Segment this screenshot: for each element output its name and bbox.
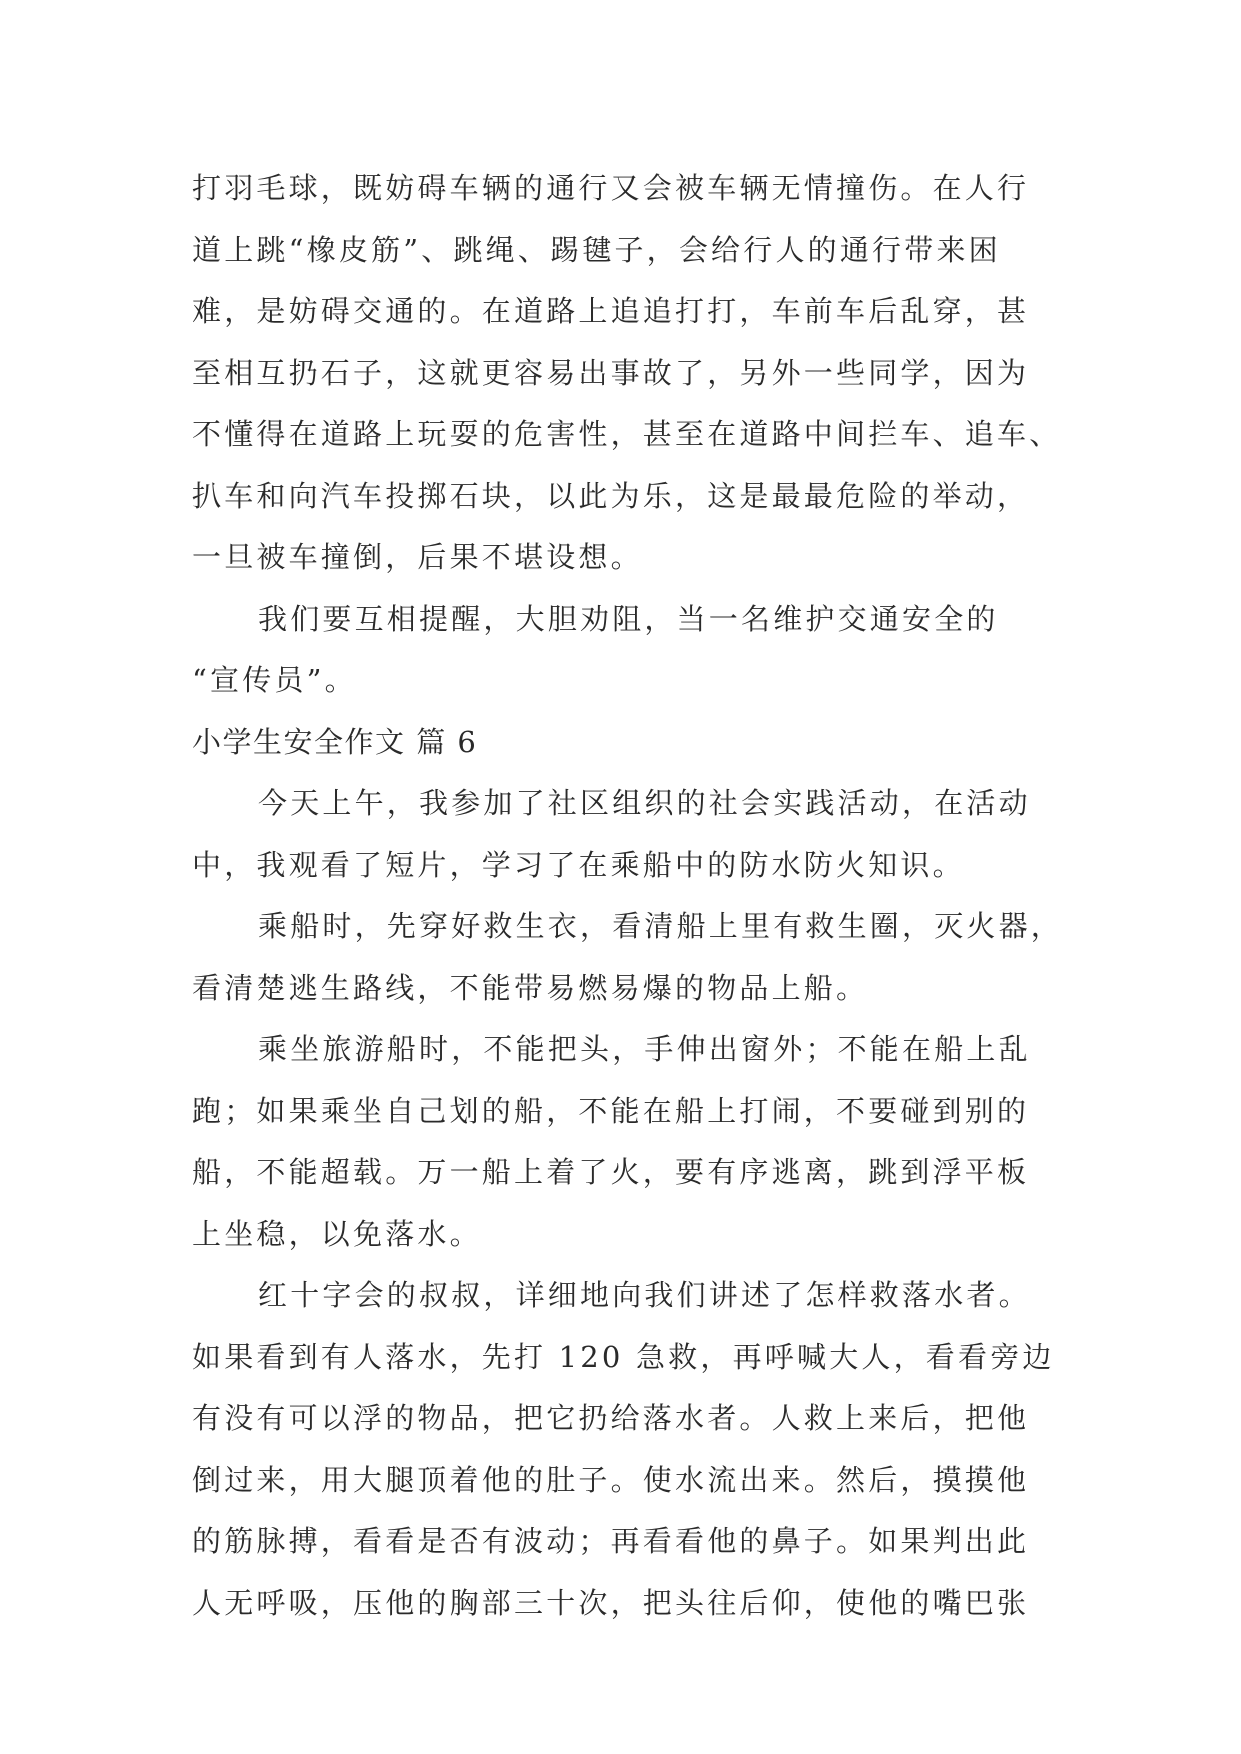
text-line: 不懂得在道路上玩耍的危害性，甚至在道路中间拦车、追车、 [192,417,1062,451]
section-heading: 小学生安全作文 篇 6 [192,724,478,759]
text-line: 上坐稳，以免落水。 [192,1216,482,1251]
text-line: 红十字会的叔叔，详细地向我们讲述了怎样救落水者。 [258,1278,1031,1312]
text-line: 至相互扔石子，这就更容易出事故了，另外一些同学，因为 [192,355,1030,390]
text-line: “宣传员”。 [192,663,357,697]
text-line: 打羽毛球，既妨碍车辆的通行又会被车辆无情撞伤。在人行 [192,171,1030,205]
text-line: 如果看到有人落水，先打 120 急救，再呼喊大人，看看旁边 [192,1339,1055,1374]
text-line: 难，是妨碍交通的。在道路上追追打打，车前车后乱穿，甚 [192,294,1030,328]
text-line: 乘坐旅游船时，不能把头，手伸出窗外；不能在船上乱 [258,1032,1031,1066]
text-line: 看清楚逃生路线，不能带易燃易爆的物品上船。 [192,970,869,1005]
document-body [192,158,1072,1634]
text-line: 跑；如果乘坐自己划的船，不能在船上打闹，不要碰到别的 [192,1093,1030,1128]
text-line: 乘船时，先穿好救生衣，看清船上里有救生圈，灭火器， [258,909,1064,943]
text-line: 扒车和向汽车投掷石块，以此为乐，这是最最危险的举动， [192,478,1030,513]
text-line: 一旦被车撞倒，后果不堪设想。 [192,540,643,574]
text-line: 的筋脉搏，看看是否有波动；再看看他的鼻子。如果判出此 [192,1524,1030,1558]
text-line: 有没有可以浮的物品，把它扔给落水者。人救上来后，把他 [192,1401,1030,1435]
text-line: 船，不能超载。万一船上着了火，要有序逃离，跳到浮平板 [192,1155,1030,1189]
text-line: 我们要互相提醒，大胆劝阻，当一名维护交通安全的 [258,601,999,636]
text-line: 中，我观看了短片，学习了在乘船中的防水防火知识。 [192,847,965,882]
text-line: 今天上午，我参加了社区组织的社会实践活动，在活动 [258,786,1031,820]
text-line: 倒过来，用大腿顶着他的肚子。使水流出来。然后，摸摸他 [192,1462,1030,1497]
text-line: 道上跳“橡皮筋”、跳绳、踢毽子，会给行人的通行带来困 [192,232,1001,267]
text-line: 人无呼吸，压他的胸部三十次，把头往后仰，使他的嘴巴张 [192,1585,1030,1620]
